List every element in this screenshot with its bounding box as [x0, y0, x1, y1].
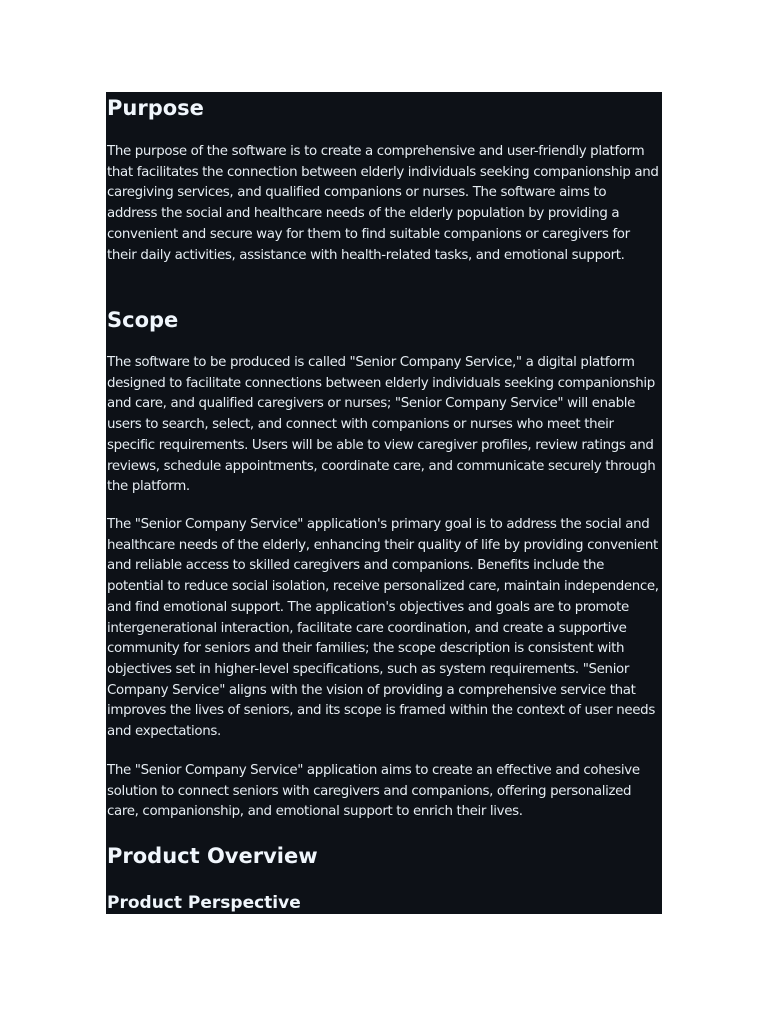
paragraph-scope-1: The software to be produced is called "Senior Company Service," a digital platform designed to facilitate connections between elderly individuals seeking companionship and care, and qualified caregivers or nurses; "Senior Company Service" will enable users to search, select, and connect with companions or nurses who meet their specific requirements. Users will be able to view caregiver profiles, review ratings and reviews, schedule appointments, coordinate care, and communicate securely through the platform. — [107, 355, 656, 495]
paragraph-scope-2: The "Senior Company Service" application's primary goal is to address the social and healthcare needs of the elderly, enhancing their quality of life by providing convenient and reliable access to skilled caregivers and companions. Benefits include the potential to reduce social isolation, receive personalized care, maintain independence, and find emotional support. The application's objectives and goals are to promote intergenerational interaction, facilitate care coordination, and create a supportive community for seniors and their families; the scope description is consistent with objectives set in higher-level specifications, such as system requirements. "Senior Company Service" aligns with the vision of providing a comprehensive service that improves the lives of seniors, and its scope is framed within the context of user needs and expectations. — [107, 517, 659, 740]
paragraph-purpose: The purpose of the software is to create a comprehensive and user-friendly platform that facilitates the connection between elderly individuals seeking companionship and caregiving services, and qualified companions or nurses. The software aims to address the social and healthcare needs of the elderly population by providing a convenient and secure way for them to find suitable companions or caregivers for their daily activities, assistance with health-related tasks, and emotional support. — [107, 144, 659, 263]
heading-product-perspective: Product Perspective — [107, 893, 301, 913]
document-page — [106, 92, 662, 914]
heading-product-overview: Product Overview — [107, 844, 318, 868]
heading-scope: Scope — [107, 308, 179, 332]
paragraph-scope-3: The "Senior Company Service" application aims to create an effective and cohesive solution to connect seniors with caregivers and companions, offering personalized care, companionship, and emotional support to enrich their lives. — [107, 763, 640, 820]
heading-purpose: Purpose — [107, 96, 204, 120]
